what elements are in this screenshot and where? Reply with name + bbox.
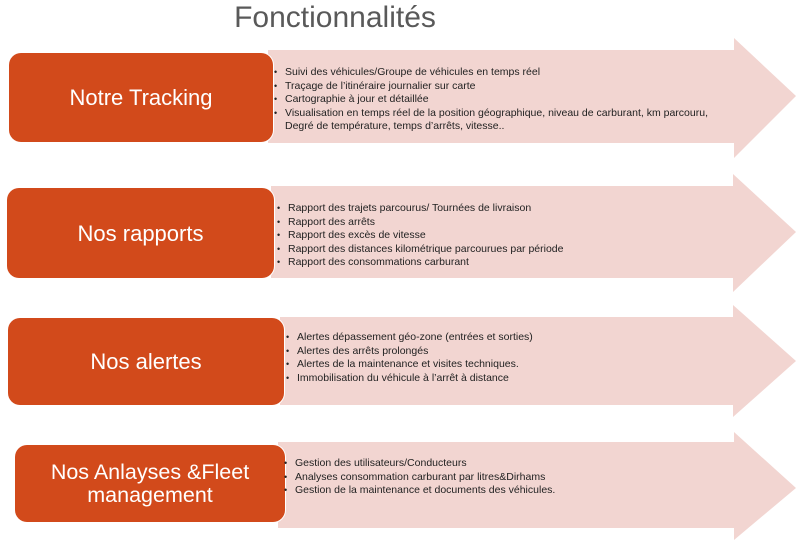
list-item: • Traçage de l’itinéraire journalier sur carte: [274, 80, 714, 94]
section-label-tracking: [9, 53, 273, 142]
list-item: • Gestion de la maintenance et documents des véhicules.: [284, 484, 724, 498]
list-item: • Visualisation en temps réel de la position géographique, niveau de carburant, km parcouru, Degré de température, temps d’arrêts, vitesse..: [274, 107, 714, 134]
section-items-rapports: [277, 202, 717, 270]
section-items-tracking: [274, 66, 714, 134]
list-item: • Rapport des consommations carburant: [277, 256, 717, 270]
list-item: • Rapport des excès de vitesse: [277, 229, 717, 243]
section-label-text: Notre Tracking: [69, 85, 213, 110]
section-label-text: Nos Anlayses &Fleet management: [50, 459, 250, 507]
section-label-alertes: [8, 318, 284, 405]
list-item: • Alertes de la maintenance et visites techniques.: [286, 358, 726, 372]
section-label-analyses: [15, 445, 285, 522]
list-item: • Analyses consommation carburant par litres&Dirhams: [284, 471, 724, 485]
list-item: • Alertes dépassement géo-zone (entrées et sorties): [286, 331, 726, 345]
list-item: • Alertes des arrêts prolongés: [286, 345, 726, 359]
list-item: • Rapport des trajets parcourus/ Tournées de livraison: [277, 202, 717, 216]
section-label-text: Nos alertes: [90, 349, 202, 374]
section-label-rapports: [7, 188, 274, 278]
list-item: • Gestion des utilisateurs/Conducteurs: [284, 457, 724, 471]
list-item: • Suivi des véhicules/Groupe de véhicules en temps réel: [274, 66, 714, 80]
section-items-analyses: [284, 457, 724, 498]
section-label-text: Nos rapports: [77, 220, 204, 246]
section-items-alertes: [286, 331, 726, 385]
list-item: • Immobilisation du véhicule à l’arrêt à distance: [286, 372, 726, 386]
list-item: • Rapport des distances kilométrique parcourues par période: [277, 243, 717, 257]
list-item: • Cartographie à jour et détaillée: [274, 93, 714, 107]
page-title: Fonctionnalités: [234, 1, 436, 34]
list-item: • Rapport des arrêts: [277, 216, 717, 230]
